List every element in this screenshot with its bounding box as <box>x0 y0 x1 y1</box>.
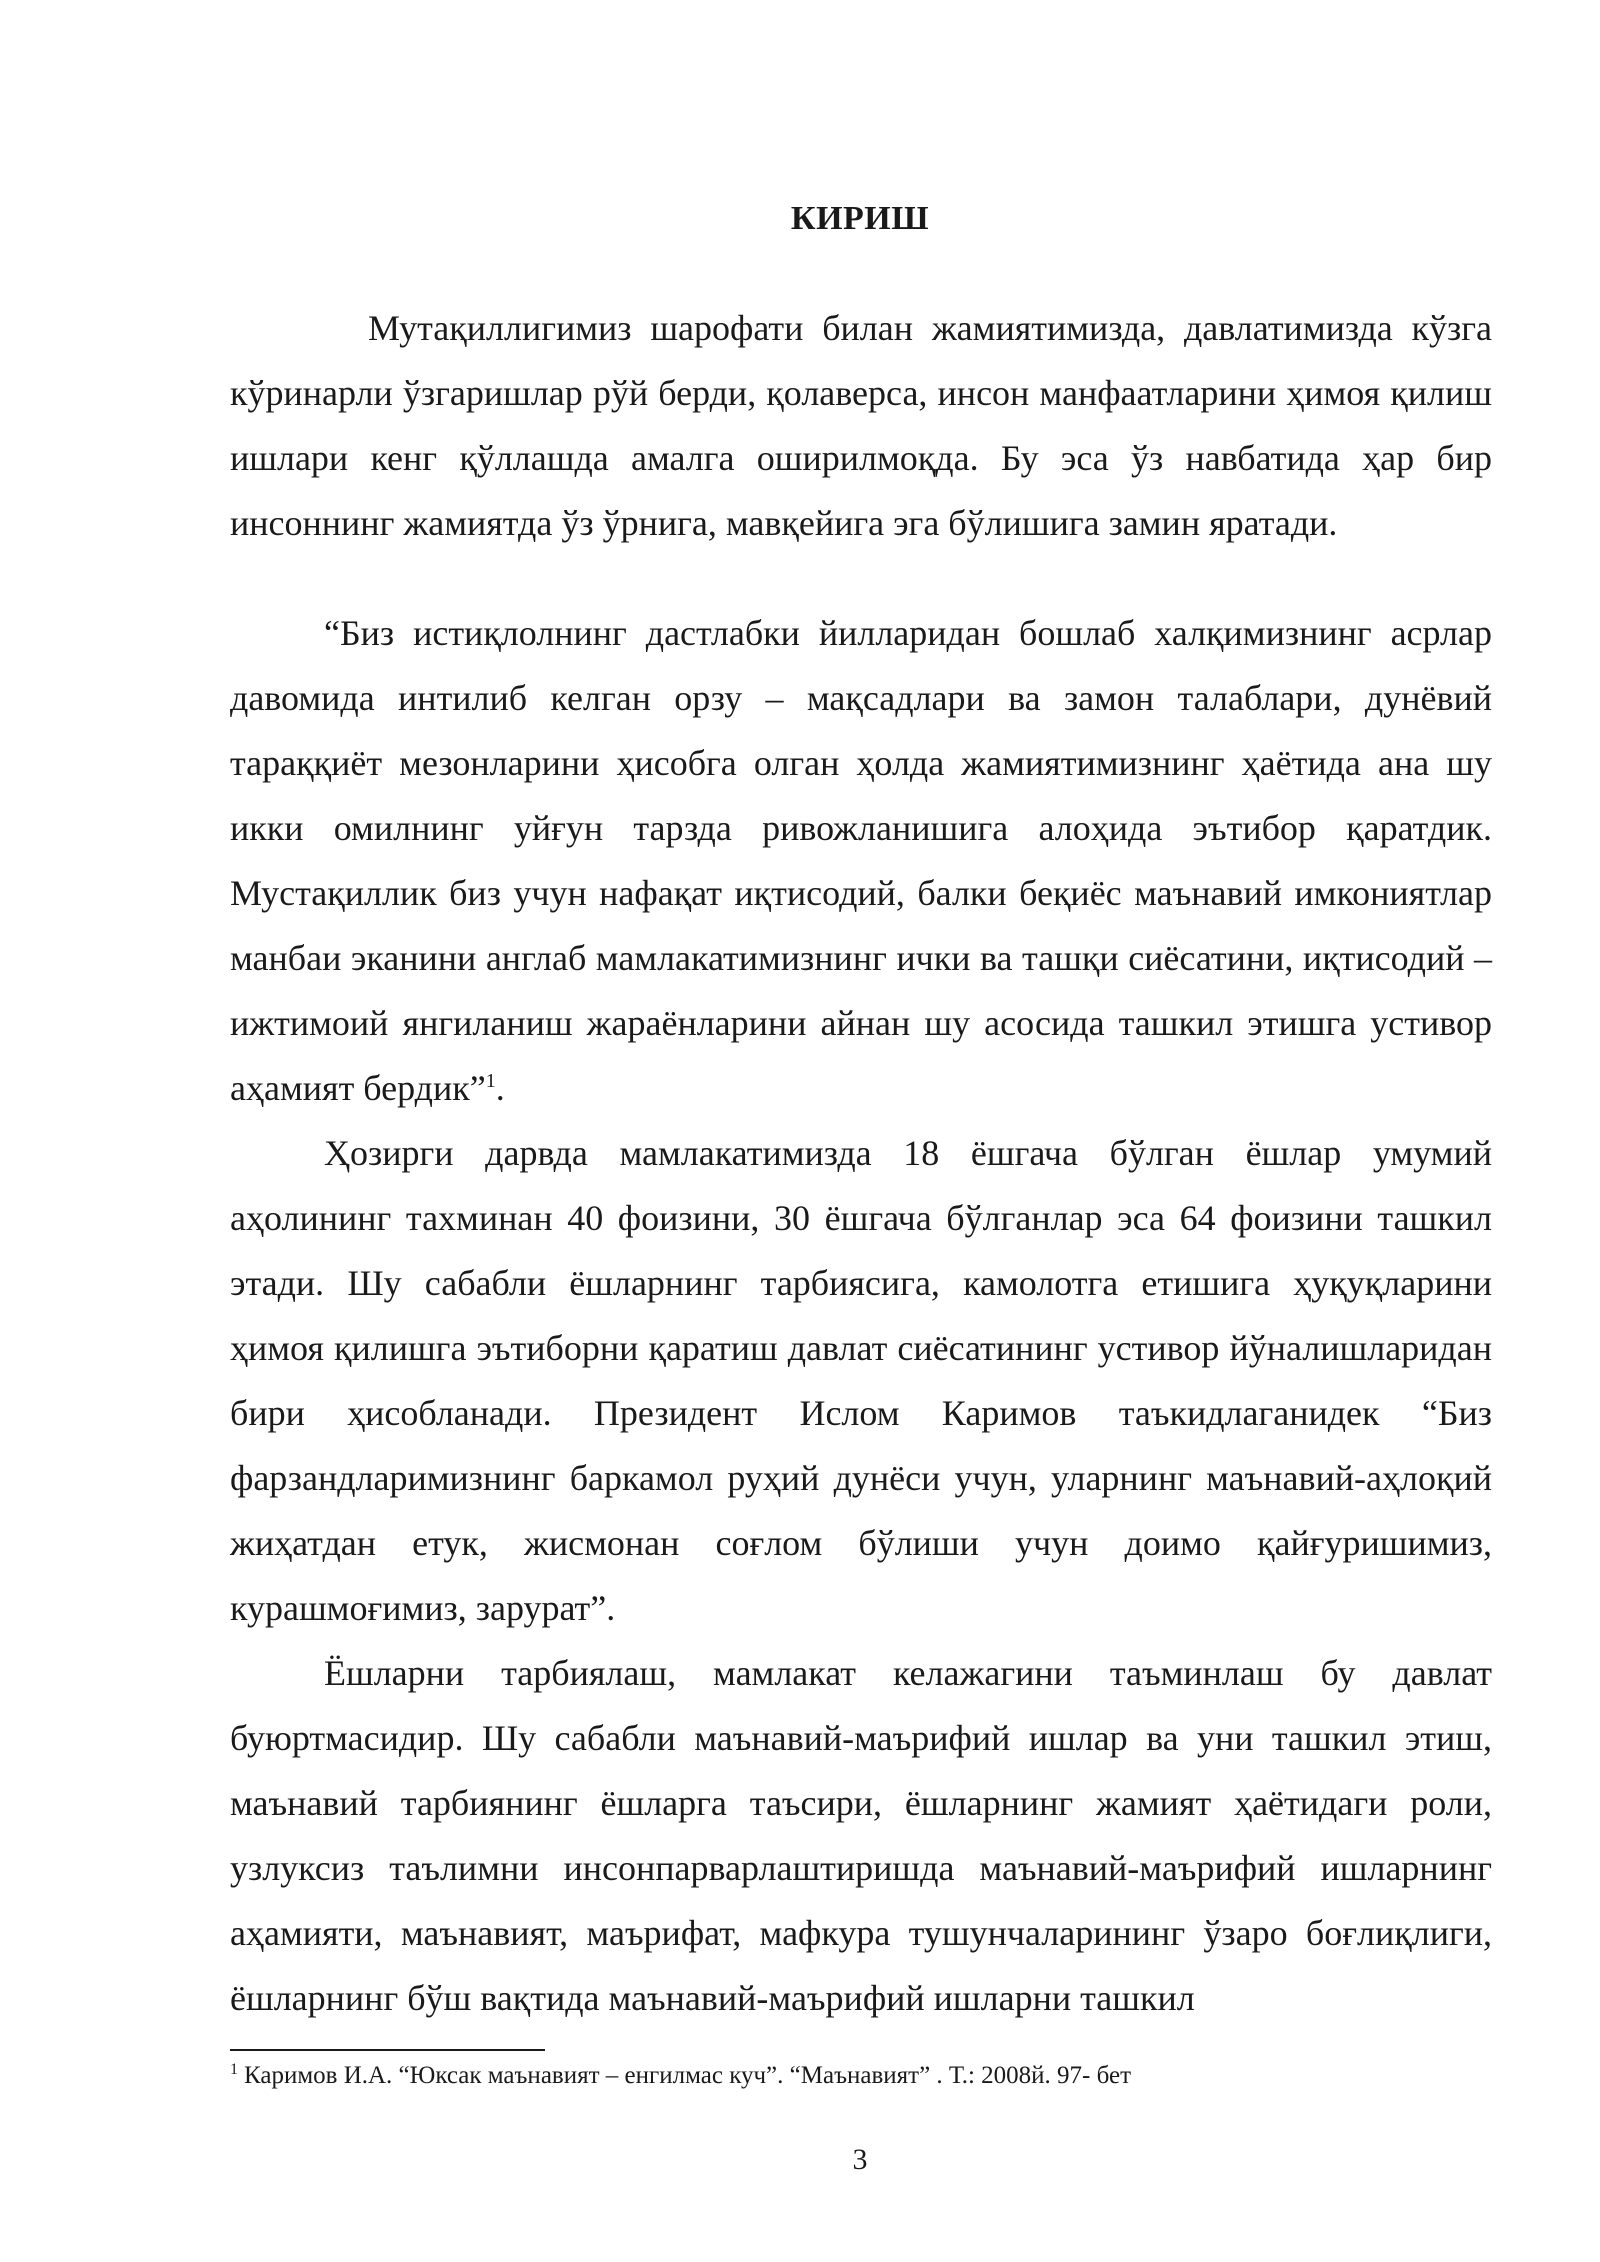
page-title: КИРИШ <box>790 200 930 237</box>
paragraph-2 <box>230 601 1492 1121</box>
paragraph-1: Мутақиллигимиз шарофати билан жамиятимизда, давлатимизда кўзга кўринарли ўзгаришлар рўй берди, қолаверса, инсон манфаатларини ҳимоя қилиш ишлари кенг қўллашда амалга оширилмоқда. Бу эса ўз навбатида ҳар бир инсоннинг жамиятда ўз ўрнига, мавқейига эга бўлишига замин яратади. <box>230 308 1492 543</box>
quote-text: “Биз истиқлолнинг дастлабки йилларидан бошлаб халқимизнинг асрлар давомида интилиб келган орзу – мақсадлари ва замон талаблари, дунёвий тараққиёт мезонларини ҳисобга олган ҳолда жамиятимизнинг ҳаётида ана шу икки омилнинг уйғун тарзда ривожланишига алоҳида эътибор қаратдик. Мустақиллик биз учун нафақат иқтисодий, балки беқиёс маънавий имкониятлар манбаи эканини англаб мамлакатимизнинг ички ва ташқи сиёсатини, иқтисодий – ижтимоий янгиланиш жараёнларини айнан шу асосида ташкил этишга устивор аҳамият бердик” <box>230 613 1492 1108</box>
paragraph-4: Ёшларни тарбиялаш, мамлакат келажагини таъминлаш бу давлат буюртмасидир. Шу сабабли маънавий-маърифий ишлар ва уни ташкил этиш, маънавий тарбиянинг ёшларга таъсири, ёшларнинг жамият ҳаётидаги роли, узлуксиз таълимни инсонпарварлаштиришда маънавий-маърифий ишларнинг аҳамияти, маънавият, маърифат, мафкура тушунчаларининг ўзаро боғлиқлиги, ёшларнинг бўш вақтида маънавий-маърифий ишларни ташкил <box>230 1653 1492 2018</box>
main-text-block <box>230 601 1492 2031</box>
footnote-reference[interactable]: 1 <box>485 1070 496 1092</box>
page-number: 3 <box>852 2143 868 2176</box>
footnote <box>230 2060 1492 2092</box>
footnote-separator <box>230 2049 545 2051</box>
quote-end-period: . <box>495 1068 505 1108</box>
intro-paragraph-block <box>230 296 1492 556</box>
footnote-text: Каримов И.А. “Юксак маънавият – енгилмас куч”. “Маънавият” . Т.: 2008й. 97- бет <box>244 2062 1132 2089</box>
footnote-marker: 1 <box>230 2060 238 2078</box>
paragraph-3: Ҳозирги дарвда мамлакатимизда 18 ёшгача бўлган ёшлар умумий аҳолининг тахминан 40 фоизини, 30 ёшгача бўлганлар эса 64 фоизини ташкил этади. Шу сабабли ёшларнинг тарбиясига, камолотга етишига ҳуқуқларини ҳимоя қилишга эътиборни қаратиш давлат сиёсатининг устивор йўналишларидан бири ҳисобланади. Президент Ислом Каримов таъкидлаганидек “Биз фарзандларимизнинг баркамол руҳий дунёси учун, уларнинг маънавий-аҳлоқий жиҳатдан етук, жисмонан соғлом бўлиши учун доимо қайғуришимиз, курашмоғимиз, зарурат”. <box>230 1133 1492 1628</box>
